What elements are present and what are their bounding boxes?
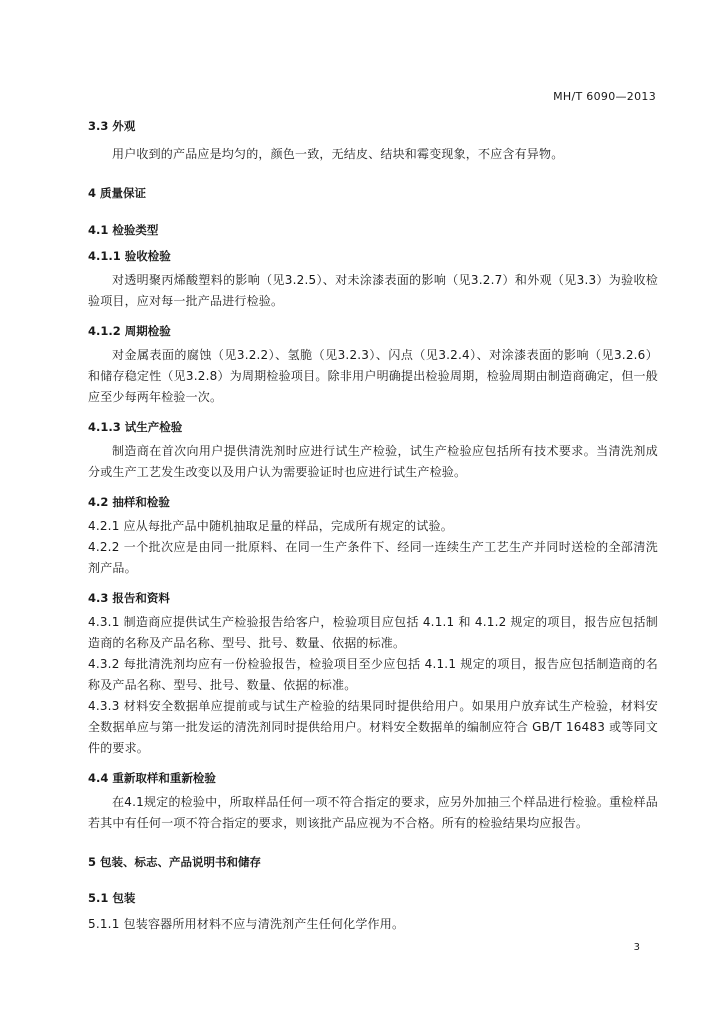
clause-4-3-3: 4.3.3 材料安全数据单应提前或与试生产检验的结果同时提供给用户。如果用户放弃试生产检验，材料安全数据单应与第一批发运的清洗剂同时提供给用户。材料安全数据单的编制应符合 GB/T 16483 或等同文件的要求。: [88, 699, 658, 755]
section-4-1-3-text: 制造商在首次向用户提供清洗剂时应进行试生产检验，试生产检验应包括所有技术要求。当清洗剂成分或生产工艺发生改变以及用户认为需要验证时也应进行试生产检验。: [88, 444, 658, 479]
section-4-3-heading: 4.3 报告和资料: [88, 591, 170, 605]
section-4-1-1-heading: 4.1.1 验收检验: [88, 249, 171, 263]
section-3-3-text: 用户收到的产品应是均匀的，颜色一致，无结皮、结块和霉变现象，不应含有异物。: [112, 147, 564, 161]
clause-4-3-1: 4.3.1 制造商应提供试生产检验报告给客户，检验项目应包括 4.1.1 和 4.1.2 规定的项目，报告应包括制造商的名称及产品名称、型号、批号、数量、依据的标准。: [88, 615, 658, 650]
document-body: [88, 118, 658, 935]
section-4-1-1-text: 对透明聚丙烯酸塑料的影响（见3.2.5）、对未涂漆表面的影响（见3.2.7）和外观（见3.3）为验收检验项目，应对每一批产品进行检验。: [88, 273, 658, 308]
section-4-4-heading: 4.4 重新取样和重新检验: [88, 771, 216, 785]
page-number: 3: [633, 942, 640, 953]
section-3-3-heading: 3.3 外观: [88, 119, 136, 133]
section-5-heading: 5 包装、标志、产品说明书和储存: [88, 855, 262, 869]
section-4-heading: 4 质量保证: [88, 186, 147, 200]
section-5-1-heading: 5.1 包装: [88, 891, 136, 905]
standard-code: MH/T 6090—2013: [553, 90, 656, 103]
section-4-4-text: 在4.1规定的检验中，所取样品任何一项不符合指定的要求，应另外加抽三个样品进行检验。重检样品若其中有任何一项不符合指定的要求，则该批产品应视为不合格。所有的检验结果均应报告。: [88, 795, 658, 830]
section-4-1-2-text: 对金属表面的腐蚀（见3.2.2）、氢脆（见3.2.3）、闪点（见3.2.4）、对涂漆表面的影响（见3.2.6）和储存稳定性（见3.2.8）为周期检验项目。除非用户明确提出检验周期，检验周期由制造商确定，但一般应至少每两年检验一次。: [88, 348, 658, 404]
section-4-1-heading: 4.1 检验类型: [88, 223, 159, 237]
clause-4-3-2: 4.3.2 每批清洗剂均应有一份检验报告，检验项目至少应包括 4.1.1 规定的项目，报告应包括制造商的名称及产品名称、型号、批号、数量、依据的标准。: [88, 657, 658, 692]
section-4-1-3-heading: 4.1.3 试生产检验: [88, 420, 183, 434]
clause-4-2-1: 4.2.1 应从每批产品中随机抽取足量的样品，完成所有规定的试验。: [88, 519, 453, 533]
section-4-2-heading: 4.2 抽样和检验: [88, 495, 170, 509]
clause-4-2-2: 4.2.2 一个批次应是由同一批原料、在同一生产条件下、经同一连续生产工艺生产并同时送检的全部清洗剂产品。: [88, 540, 658, 575]
section-4-1-2-heading: 4.1.2 周期检验: [88, 324, 171, 338]
clause-5-1-1: 5.1.1 包装容器所用材料不应与清洗剂产生任何化学作用。: [88, 917, 405, 931]
